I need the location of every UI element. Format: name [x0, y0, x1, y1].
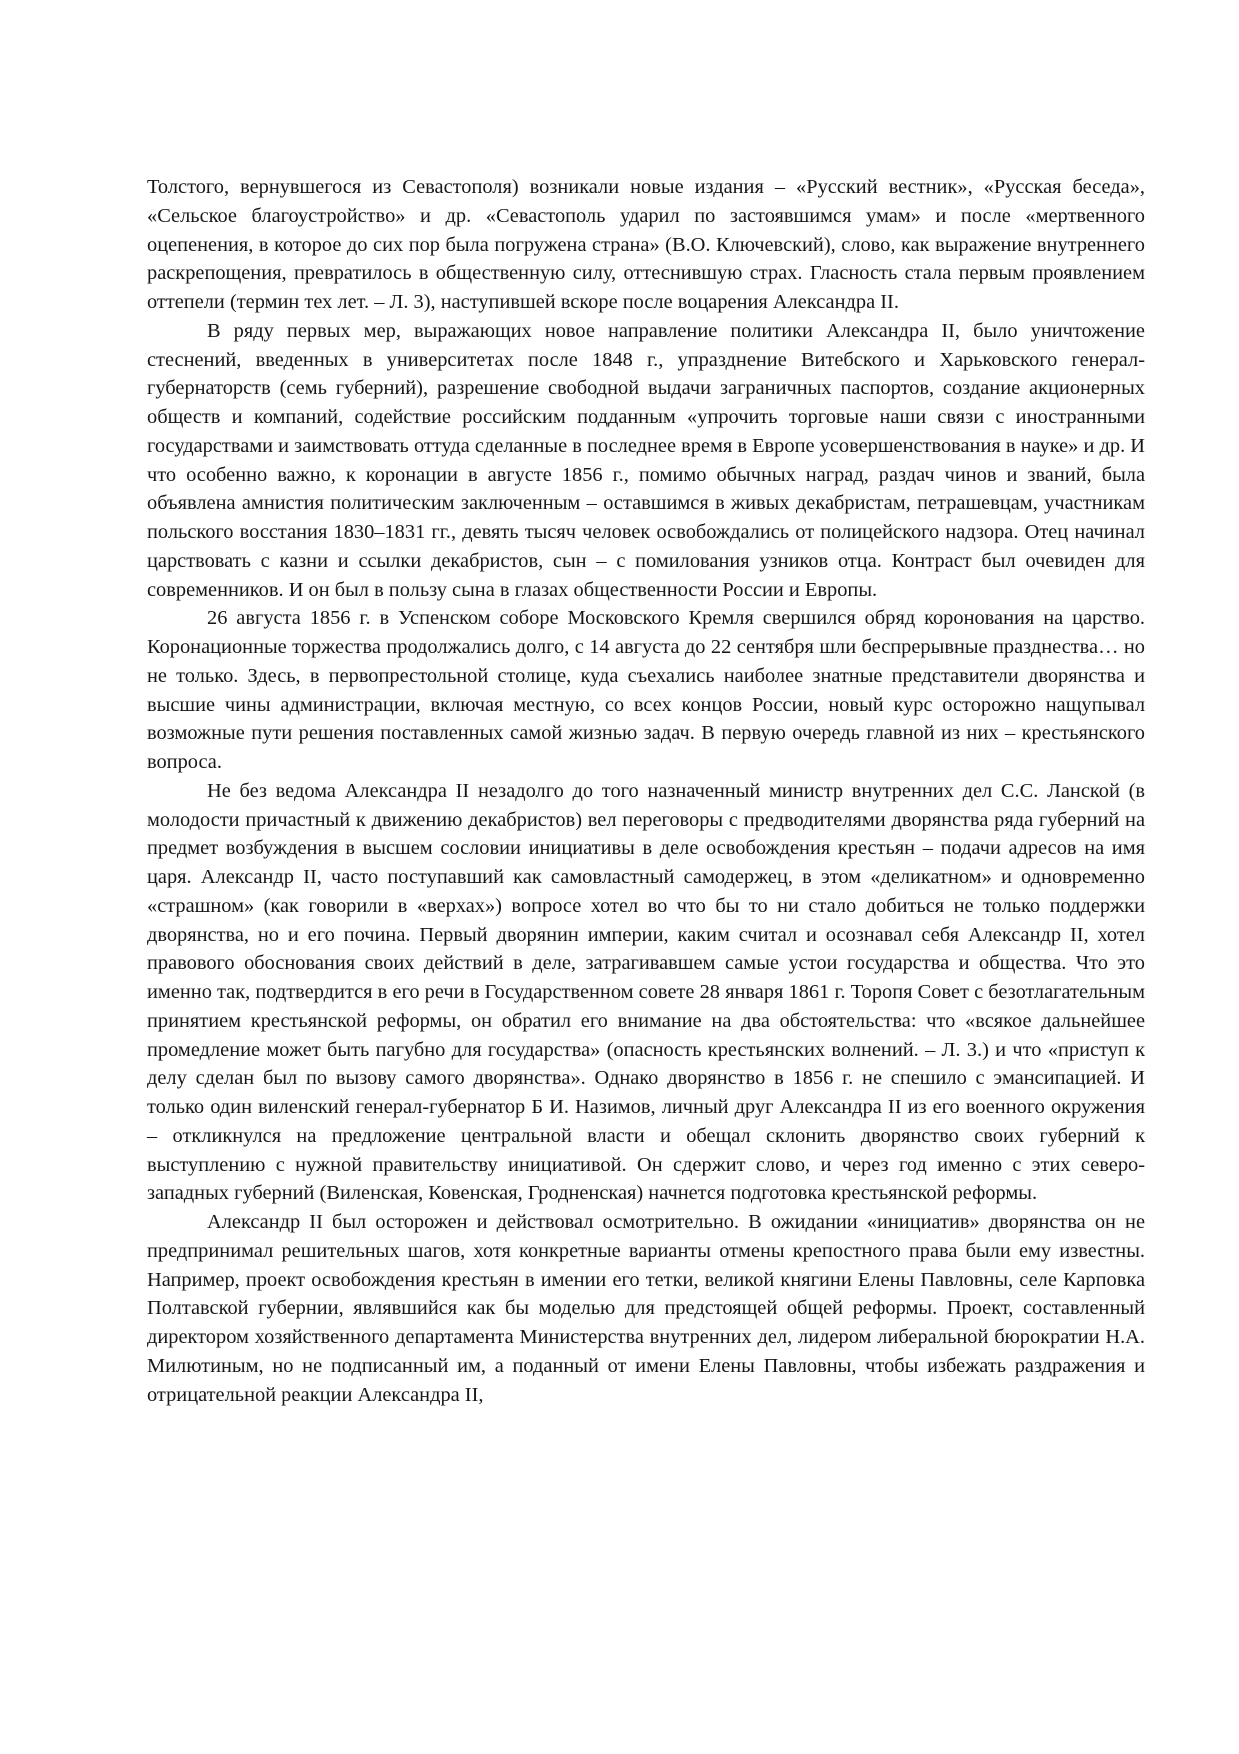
paragraph-continuation: Толстого, вернувшегося из Севастополя) возникали новые издания – «Русский вестник», «Русская беседа», «Сельское благоустройство» и др. «Севастополь ударил по застоявшимся умам» и после «мертвенного оцепенения, в которое до сих пор была погружена страна» (В.О. Ключевский), слово, как выражение внутреннего раскрепощения, превратилось в общественную силу, оттеснившую страх. Гласность стала первым проявлением оттепели (термин тех лет. – Л. 3), наступившей вскоре после воцарения Александра II.: [147, 176, 1145, 313]
document-body: [147, 173, 1145, 1409]
paragraph-coronation: 26 августа 1856 г. в Успенском соборе Московского Кремля свершился обряд коронования на царство. Коронационные торжества продолжались долго, с 14 августа до 22 сентября шли беспрерывные празднества… но не только. Здесь, в первопрестольной столице, куда съехались наиболее знатные представители дворянства и высшие чины администрации, включая местную, со всех концов России, новый курс осторожно нащупывал возможные пути решения поставленных самой жизнью задач. В первую очередь главной из них – крестьянского вопроса.: [147, 607, 1145, 773]
paragraph-lanskoy-negotiations: Не без ведома Александра II незадолго до того назначенный министр внутренних дел С.С. Ланской (в молодости причастный к движению декабристов) вел переговоры с предводителями дворянства ряда губерний на предмет возбуждения в высшем сословии инициативы в деле освобождения крестьян – подачи адресов на имя царя. Александр II, часто поступавший как самовластный самодержец, в этом «деликатном» и одновременно «страшном» (как говорили в «верхах») вопросе хотел во что бы то ни стало добиться не только поддержки дворянства, но и его почина. Первый дворянин империи, каким считал и осознавал себя Александр II, хотел правового обоснования своих действий в деле, затрагивавшем самые устои государства и общества. Что это именно так, подтвердится в его речи в Государственном совете 28 января 1861 г. Торопя Совет с безотлагательным принятием крестьянской реформы, он обратил его внимание на два обстоятельства: что «всякое дальнейшее промедление может быть пагубно для государства» (опасность крестьянских волнений. – Л. 3.) и что «приступ к делу сделан был по вызову самого дворянства». Однако дворянство в 1856 г. не спешило с эмансипацией. И только один виленский генерал-губернатор Б И. Назимов, личный друг Александра II из его военного окружения – откликнулся на предложение центральной власти и обещал склонить дворянство своих губерний к выступлению с нужной правительству инициативой. Он сдержит слово, и через год именно с этих северо-западных губерний (Виленская, Ковенская, Гродненская) начнется подготовка крестьянской реформы.: [147, 779, 1145, 1205]
paragraph-cautious-policy: Александр II был осторожен и действовал осмотрительно. В ожидании «инициатив» дворянства он не предпринимал решительных шагов, хотя конкретные варианты отмены крепостного права были ему известны. Например, проект освобождения крестьян в имении его тетки, великой княгини Елены Павловны, селе Карповка Полтавской губернии, являвшийся как бы моделью для предстоящей общей реформы. Проект, составленный директором хозяйственного департамента Министерства внутренних дел, лидером либеральной бюрократии Н.А. Милютиным, но не подписанный им, а поданный от имени Елены Павловны, чтобы избежать раздражения и отрицательной реакции Александра II,: [147, 1211, 1145, 1406]
paragraph-first-measures: В ряду первых мер, выражающих новое направление политики Александра II, было уничтожение стеснений, введенных в университетах после 1848 г., упразднение Витебского и Харьковского генерал-губернаторств (семь губерний), разрешение свободной выдачи заграничных паспортов, создание акционерных обществ и компаний, содействие российским подданным «упрочить торговые наши связи с иностранными государствами и заимствовать оттуда сделанные в последнее время в Европе усовершенствования в науке» и др. И что особенно важно, к коронации в августе 1856 г., помимо обычных наград, раздач чинов и званий, была объявлена амнистия политическим заключенным – оставшимся в живых декабристам, петрашевцам, участникам польского восстания 1830–1831 гг., девять тысяч человек освобождались от полицейского надзора. Отец начинал царствовать с казни и ссылки декабристов, сын – с помилования узников отца. Контраст был очевиден для современников. И он был в пользу сына в глазах общественности России и Европы.: [147, 319, 1145, 601]
